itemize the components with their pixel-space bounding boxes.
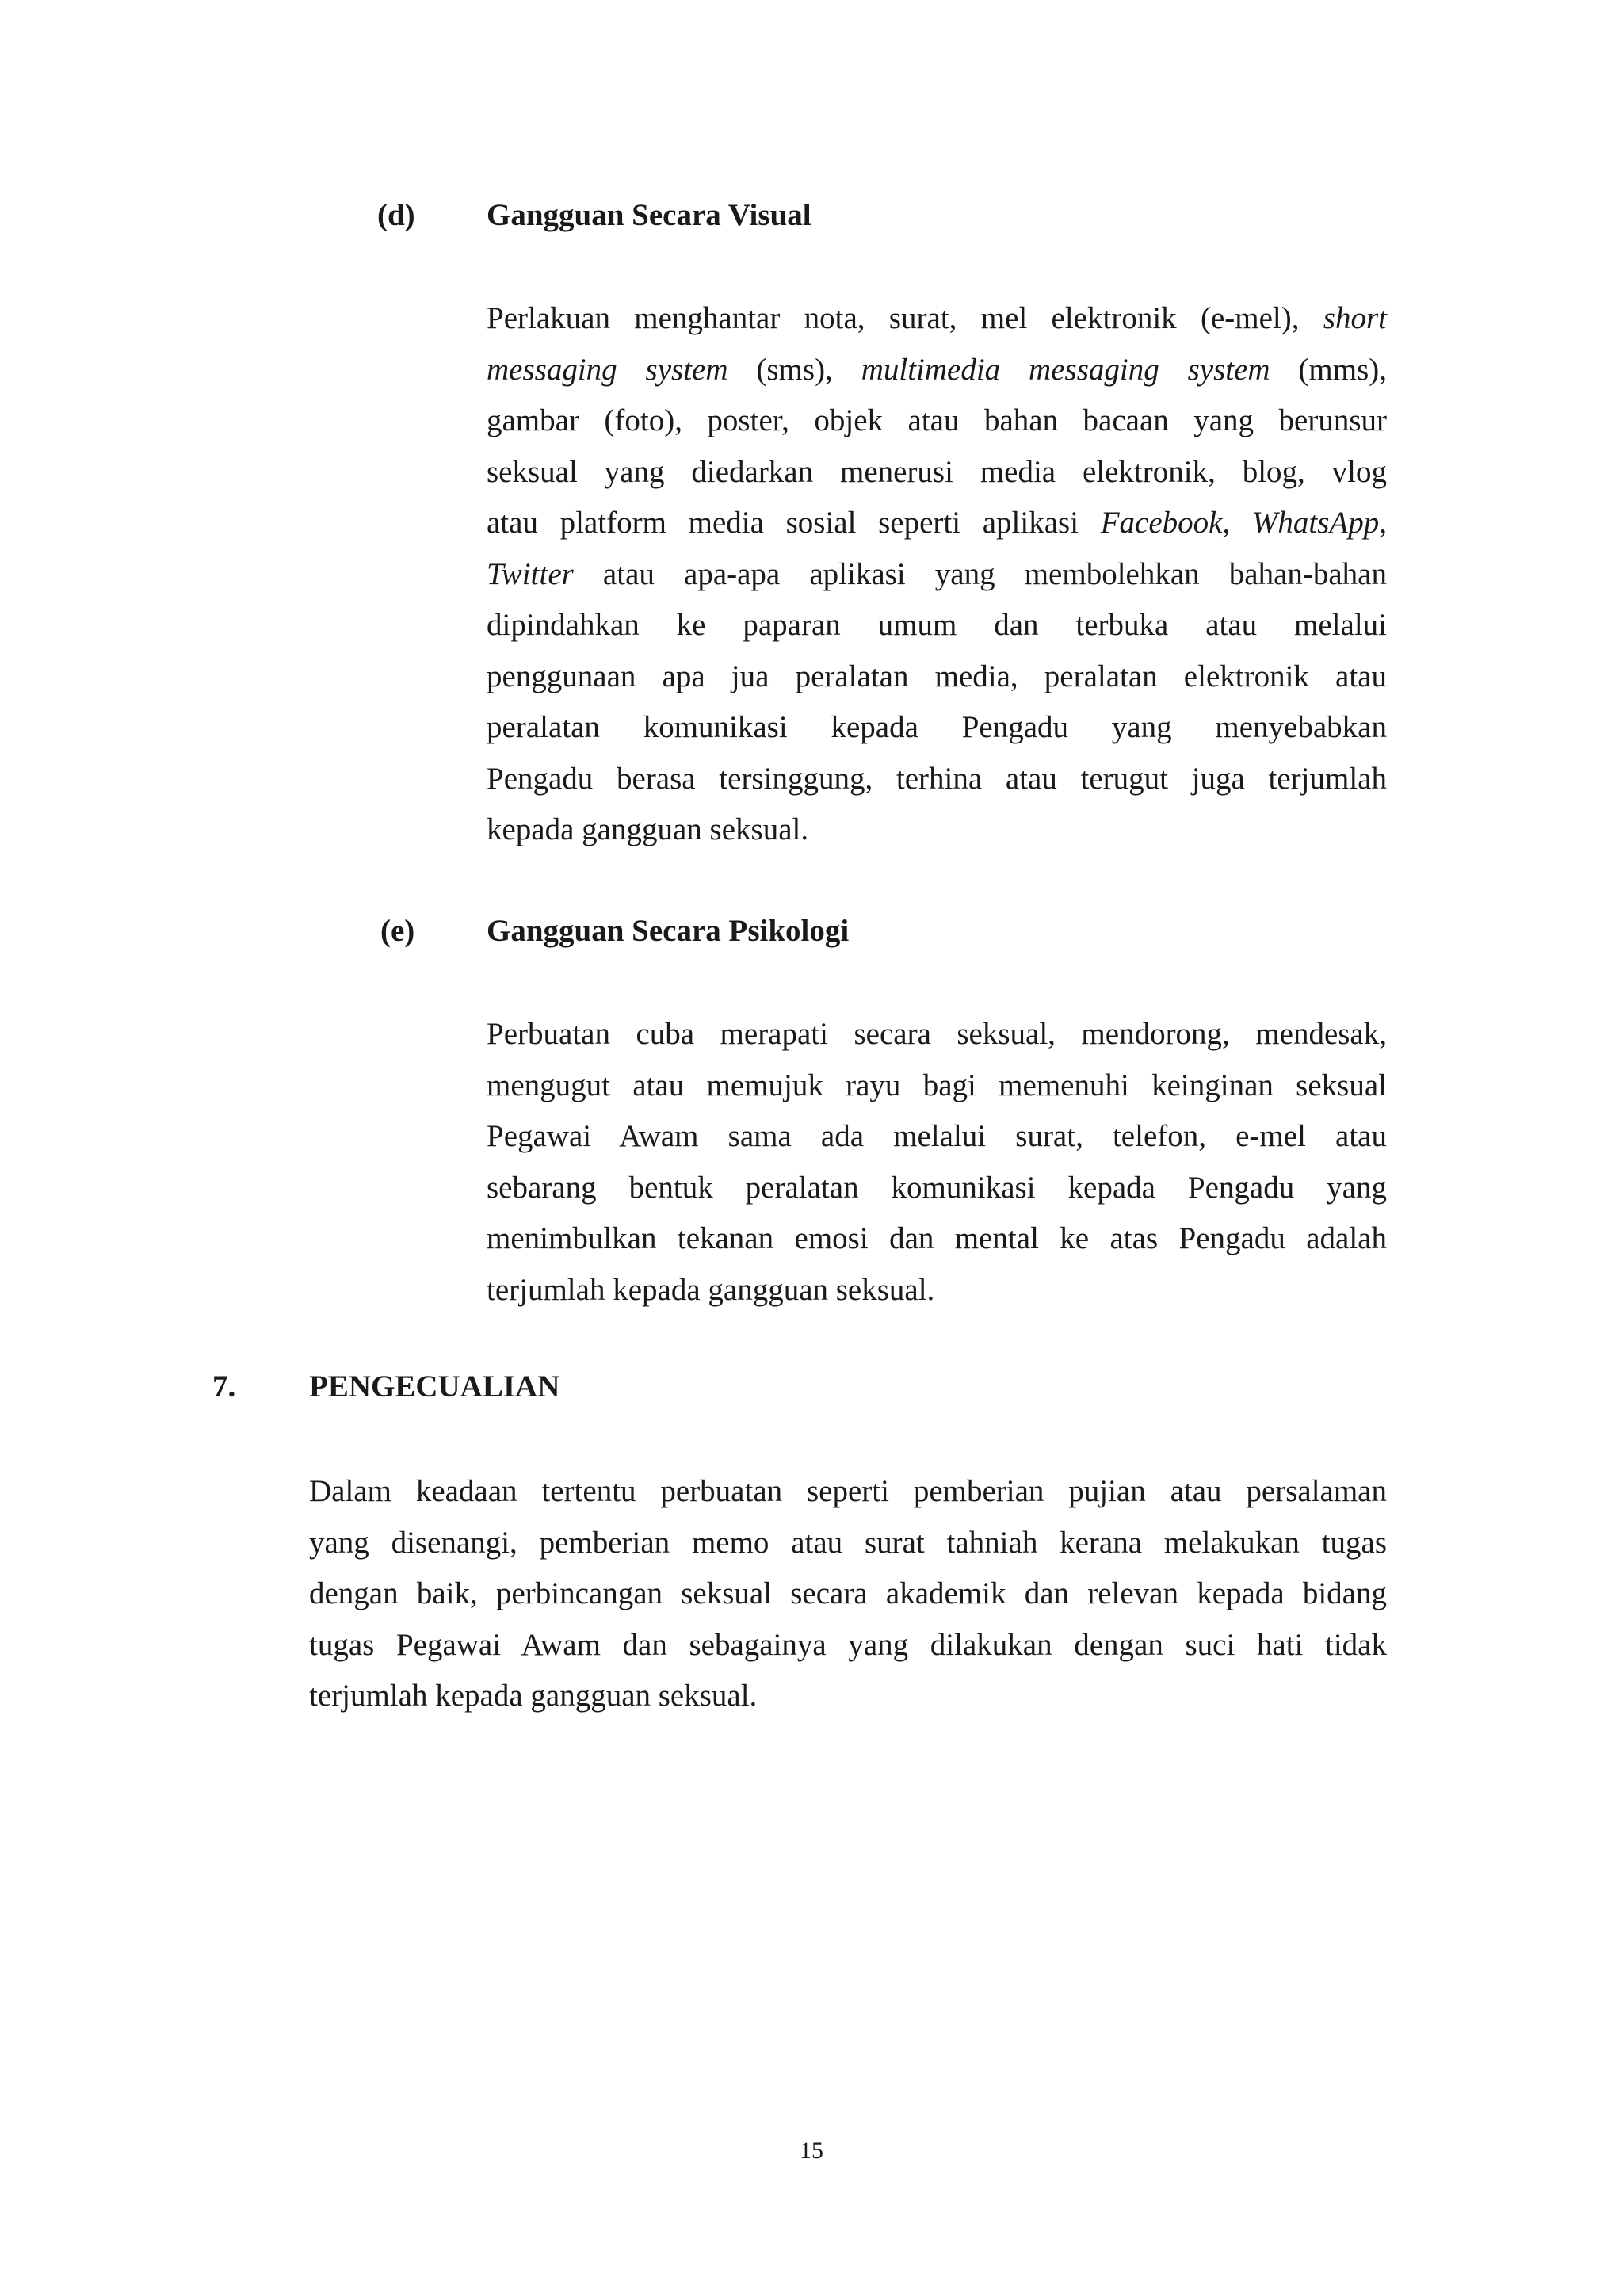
- italic-term: Twitter: [487, 556, 574, 591]
- section-7-heading: [212, 1371, 767, 1403]
- section-d-paragraph: [487, 293, 1387, 856]
- paragraph-line: [487, 1060, 1387, 1112]
- text-run: tugas Pegawai Awam dan sebagainya yang dilakukan dengan suci hati tidak: [309, 1627, 1387, 1662]
- section-e-title: Gangguan Secara Psikologi: [487, 914, 850, 948]
- section-e-heading: [380, 915, 935, 947]
- paragraph-line: [487, 651, 1387, 703]
- section-7-label: 7.: [212, 1370, 236, 1404]
- text-run: kepada gangguan seksual.: [487, 812, 809, 846]
- italic-term: short: [1323, 301, 1387, 335]
- paragraph-line: [487, 395, 1387, 447]
- text-run: gambar (foto), poster, objek atau bahan bacaan yang berunsur: [487, 403, 1387, 437]
- section-e-label: (e): [380, 914, 415, 948]
- paragraph-line: [487, 600, 1387, 651]
- text-run: yang disenangi, pemberian memo atau surat tahniah kerana melakukan tugas: [309, 1525, 1387, 1560]
- paragraph-line: [487, 1163, 1387, 1214]
- paragraph-line: [487, 1213, 1387, 1265]
- paragraph-line: [309, 1671, 1387, 1722]
- paragraph-line: [309, 1466, 1387, 1518]
- paragraph-line: [487, 549, 1387, 601]
- section-7-paragraph: [309, 1466, 1387, 1722]
- paragraph-line: [487, 447, 1387, 499]
- paragraph-line: [487, 293, 1387, 345]
- text-run: mengugut atau memujuk rayu bagi memenuhi keinginan seksual: [487, 1068, 1387, 1102]
- paragraph-line: [487, 754, 1387, 805]
- italic-term: messaging system: [487, 352, 728, 387]
- section-d-label: (d): [377, 198, 415, 232]
- text-run: Perbuatan cuba merapati secara seksual, mendorong, mendesak,: [487, 1017, 1387, 1051]
- text-run: Pegawai Awam sama ada melalui surat, telefon, e-mel atau: [487, 1119, 1387, 1153]
- text-run: atau platform media sosial seperti aplikasi: [487, 506, 1101, 540]
- text-run: Perlakuan menghantar nota, surat, mel elektronik (e-mel),: [487, 301, 1323, 335]
- text-run: Pengadu berasa tersinggung, terhina atau terugut juga terjumlah: [487, 761, 1387, 796]
- text-run: penggunaan apa jua peralatan media, peralatan elektronik atau: [487, 659, 1387, 693]
- section-d-heading: [377, 200, 932, 231]
- text-run: dengan baik, perbincangan seksual secara akademik dan relevan kepada bidang: [309, 1576, 1387, 1610]
- italic-term: Facebook, WhatsApp,: [1100, 506, 1387, 540]
- paragraph-line: [487, 702, 1387, 754]
- page-number: 15: [800, 2137, 823, 2164]
- text-run: dipindahkan ke paparan umum dan terbuka atau melalui: [487, 608, 1387, 642]
- paragraph-line: [309, 1568, 1387, 1620]
- text-run: seksual yang diedarkan menerusi media elektronik, blog, vlog: [487, 454, 1387, 489]
- paragraph-line: [487, 345, 1387, 396]
- text-run: terjumlah kepada gangguan seksual.: [309, 1679, 758, 1713]
- section-7-title: PENGECUALIAN: [309, 1370, 560, 1404]
- section-d-title: Gangguan Secara Visual: [487, 198, 812, 232]
- paragraph-line: [487, 1265, 1387, 1316]
- paragraph-line: [487, 1009, 1387, 1060]
- italic-term: multimedia messaging system: [861, 352, 1270, 387]
- text-run: (mms),: [1270, 352, 1388, 387]
- paragraph-line: [487, 498, 1387, 549]
- paragraph-line: [487, 804, 1387, 856]
- text-run: (sms),: [727, 352, 861, 387]
- paragraph-line: [487, 1111, 1387, 1163]
- paragraph-line: [309, 1518, 1387, 1569]
- section-e-paragraph: [487, 1009, 1387, 1316]
- text-run: sebarang bentuk peralatan komunikasi kepada Pengadu yang: [487, 1170, 1387, 1205]
- text-run: atau apa-apa aplikasi yang membolehkan bahan-bahan: [573, 556, 1387, 591]
- text-run: terjumlah kepada gangguan seksual.: [487, 1272, 935, 1307]
- paragraph-line: [309, 1620, 1387, 1671]
- text-run: menimbulkan tekanan emosi dan mental ke atas Pengadu adalah: [487, 1221, 1387, 1255]
- text-run: Dalam keadaan tertentu perbuatan seperti pemberian pujian atau persalaman: [309, 1474, 1387, 1508]
- text-run: peralatan komunikasi kepada Pengadu yang menyebabkan: [487, 710, 1387, 744]
